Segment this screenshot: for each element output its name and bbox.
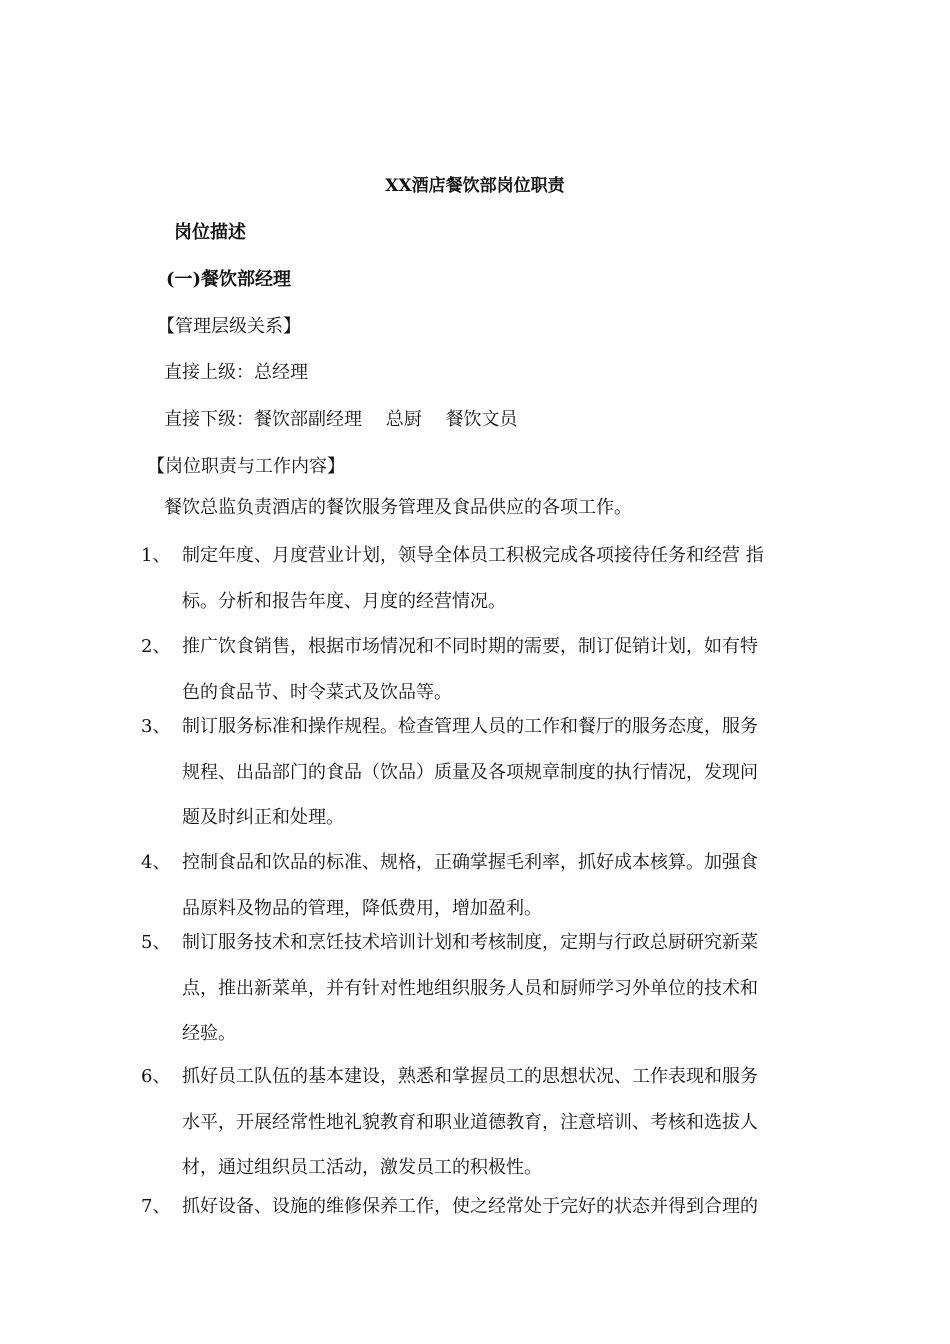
duty-item-2 [141,624,821,715]
item-line: 控制食品和饮品的标准、规格，正确掌握毛利率，抓好成本核算。加强食 [182,852,758,873]
item-line: 色的食品节、时令菜式及饮品等。 [182,681,452,703]
item-number: 6、 [141,1066,171,1087]
item-line: 材，通过组织员工活动，激发员工的积极性。 [182,1157,542,1178]
subordinates-line: 直接下级：餐饮部副经理 总厨 餐饮文员 [164,409,518,430]
item-line: 点，推出新菜单，并有针对性地组织服务人员和厨师学习外单位的技术和 [182,977,758,999]
duty-item-5 [141,920,821,1057]
document-title: XX酒店餐饮部岗位职责 [385,176,565,196]
item-line: 制定年度、月度营业计划，领导全体员工积极完成各项接待任务和经营 指 [182,545,764,566]
duties-heading: 【岗位职责与工作内容】 [147,456,345,477]
item-line: 品原料及物品的管理，降低费用，增加盈利。 [182,897,542,919]
hierarchy-heading: 【管理层级关系】 [157,316,301,337]
section-heading: 岗位描述 [174,222,246,243]
duty-item-6 [141,1054,821,1191]
item-line: 抓好员工队伍的基本建设，熟悉和掌握员工的思想状况、工作表现和服务 [182,1066,758,1087]
item-line: 规程、出品部门的食品（饮品）质量及各项规章制度的执行情况，发现问 [182,761,758,783]
item-number: 5、 [141,932,171,953]
item-line: 抓好设备、设施的维修保养工作，使之经常处于完好的状态并得到合理的 [182,1196,758,1217]
item-line: 制订服务技术和烹饪技术培训计划和考核制度，定期与行政总厨研究新菜 [182,932,758,953]
item-number: 3、 [141,716,171,737]
item-number: 7、 [141,1196,171,1217]
item-number: 2、 [141,636,171,657]
duty-item-4 [141,840,821,931]
item-line: 推广饮食销售，根据市场情况和不同时期的需要，制订促销计划，如有特 [182,636,758,657]
duty-item-3 [141,704,821,841]
item-number: 1、 [141,545,171,566]
item-line: 题及时纠正和处理。 [182,807,344,828]
intro-paragraph: 餐饮总监负责酒店的餐饮服务管理及食品供应的各项工作。 [164,497,632,518]
item-line: 水平，开展经常性地礼貌教育和职业道德教育，注意培训、考核和选拔人 [182,1111,758,1133]
item-line: 经验。 [182,1023,236,1044]
duty-item-7 [141,1184,821,1230]
superior-line: 直接上级：总经理 [164,362,308,383]
item-line: 标。分析和报告年度、月度的经营情况。 [182,590,506,612]
item-line: 制订服务标准和操作规程。检查管理人员的工作和餐厅的服务态度，服务 [182,716,758,737]
item-number: 4、 [141,852,171,873]
duty-item-1 [141,533,821,624]
role-heading: (一)餐饮部经理 [166,269,292,290]
